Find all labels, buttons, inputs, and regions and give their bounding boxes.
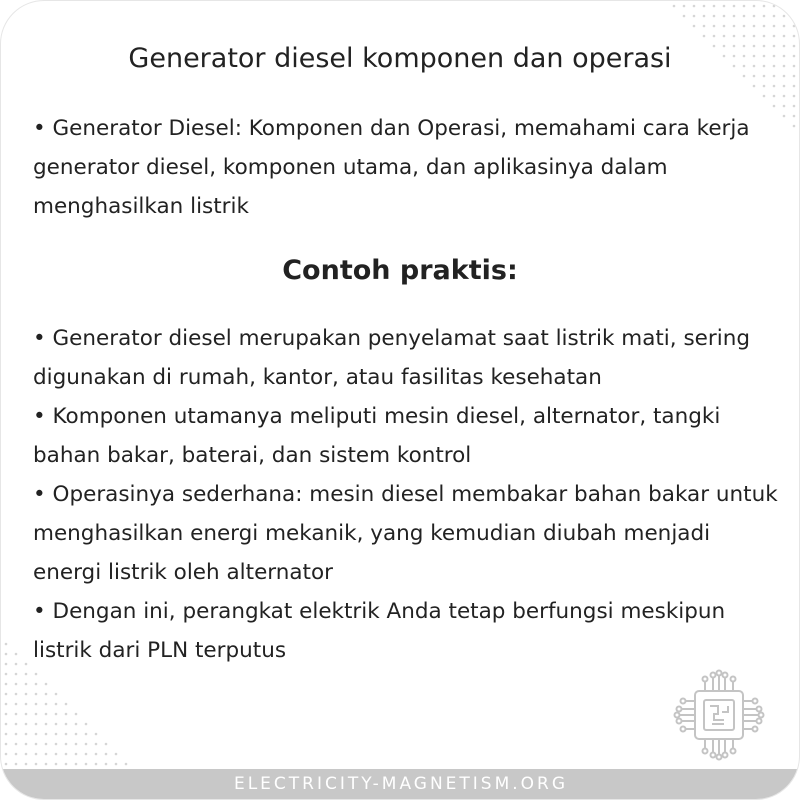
list-item: • Generator diesel merupakan penyelamat saat listrik mati, sering digunakan di rumah, kantor, atau fasilitas kesehatan: [33, 326, 750, 390]
circuit-chip-icon: [671, 667, 767, 763]
section-subtitle: Contoh praktis:: [282, 255, 518, 286]
list-item: • Operasinya sederhana: mesin diesel membakar bahan bakar untuk menghasilkan energi mekanik, yang kemudian diubah menjadi energi listrik oleh alternator: [33, 482, 778, 585]
page-title: Generator diesel komponen dan operasi: [128, 43, 672, 74]
list-item: • Dengan ini, perangkat elektrik Anda tetap berfungsi meskipun listrik dari PLN terputus: [33, 599, 726, 663]
intro-paragraph: • Generator Diesel: Komponen dan Operasi, memahami cara kerja generator diesel, komponen utama, dan aplikasinya dalam menghasilkan listrik: [33, 116, 750, 219]
list-item: • Komponen utamanya meliputi mesin diesel, alternator, tangki bahan bakar, baterai, dan sistem kontrol: [33, 404, 721, 468]
bullet-list: [33, 319, 778, 670]
site-footer: ELECTRICITY-MAGNETISM.ORG: [1, 769, 800, 799]
